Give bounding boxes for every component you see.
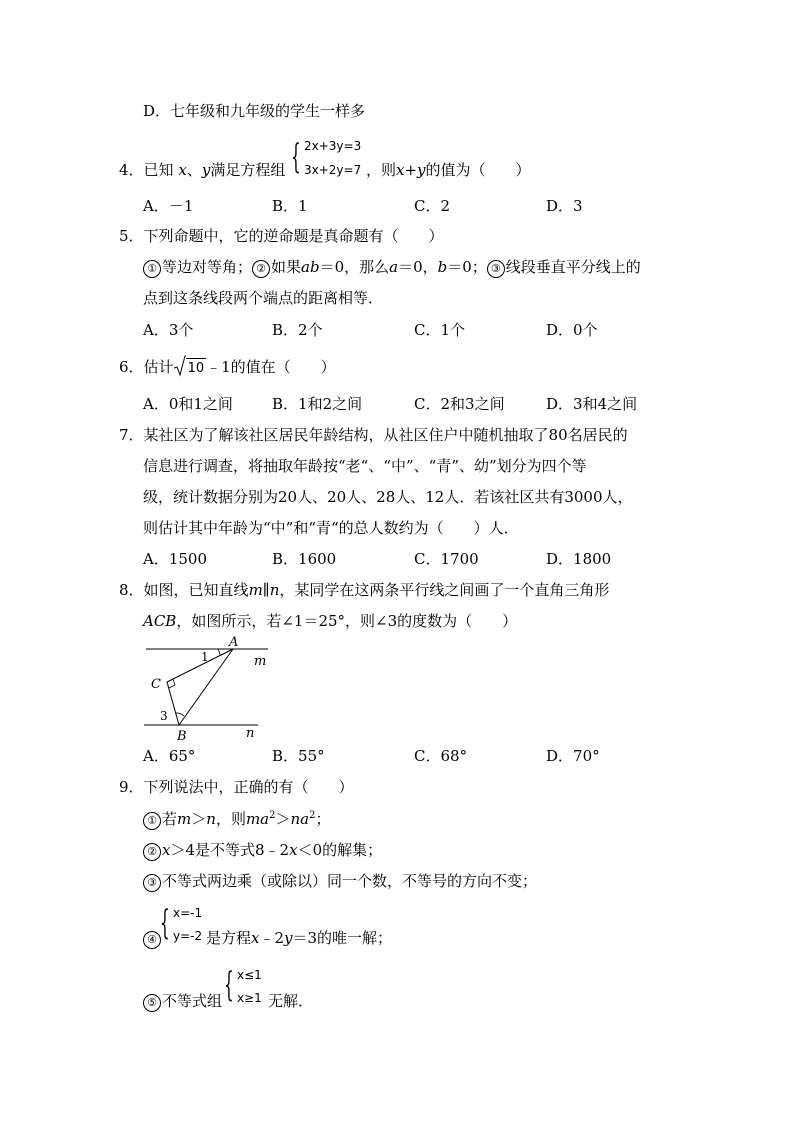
triangle-acb (167, 649, 233, 725)
label-b: B (177, 729, 187, 744)
q9-circle-2: ② (143, 843, 161, 861)
q9-i4-eq2: y=-2 (173, 929, 203, 943)
q8-number: 8． (119, 581, 144, 599)
q9-circle-4: ④ (143, 931, 161, 949)
q8-option-a: A．65° (143, 747, 196, 765)
q5-option-b: B．2个 (272, 321, 323, 339)
q4-text-d: 的值为（ ） (425, 161, 531, 179)
q9-i2x: x (162, 841, 171, 859)
q9-i5a: 不等式组 (162, 992, 223, 1010)
q9-i1ma: ma (245, 810, 270, 828)
q5-option-d: D．0个 (546, 321, 598, 339)
q9-i2x2: x (289, 841, 298, 859)
q4-text-c: ，则 (366, 161, 397, 179)
q4-text-a: 已知 (143, 161, 174, 179)
q5-s3b: 点到这条线段两个端点的距离相等． (143, 289, 384, 307)
q5-circle-1: ① (143, 260, 161, 278)
q6-sqrt (174, 357, 207, 379)
q8-l1par: ∥ (262, 581, 270, 599)
q4-text-b: 满足方程组 (210, 161, 286, 179)
q7-line-2: 信息进行调查，将抽取年龄按“老“、“中”、“青”、幼”划分为四个等 (143, 457, 587, 475)
q7-option-b: B．1600 (272, 550, 337, 568)
q4-option-b: B．1 (272, 197, 308, 215)
q9-i4-brace: { (160, 903, 170, 943)
q9-circle-5: ⑤ (143, 994, 161, 1012)
q9-i4y: y (284, 929, 293, 947)
q5-circle-3: ③ (487, 260, 505, 278)
q5-s3a: 线段垂直平分线上的 (505, 258, 641, 276)
q5-s2d: ＝0， (398, 258, 438, 276)
q9-i4c2: ＝3的唯一解； (292, 929, 393, 947)
q7-option-c: C．1700 (414, 550, 479, 568)
q5-s2b: ＝0，那么 (319, 258, 390, 276)
q9-i4-eq1: x=-1 (173, 906, 203, 920)
q9-i4a: 是方程 (206, 929, 252, 947)
q5-s2v: ab (301, 258, 320, 276)
q9-i1gt2: ＞ (275, 810, 291, 828)
q4-eq2: 3x+2y=7 (304, 163, 362, 177)
q9-i3: 不等式两边乘（或除以）同一个数，不等号的方向不变； (162, 872, 538, 890)
q4-sep: 、 (186, 161, 202, 179)
q9-i1gt: ＞ (191, 810, 207, 828)
q9-i1a: 若 (162, 810, 178, 828)
q9-circle-1: ① (143, 812, 161, 830)
q4-eq1: 2x+3y=3 (304, 139, 362, 153)
label-m: m (254, 654, 267, 669)
q8-l1n: n (269, 581, 280, 599)
q9-i5-eq1: x≤1 (237, 968, 262, 982)
q9-i1sup-b: 2 (309, 810, 316, 821)
label-angle-3: 3 (160, 709, 168, 723)
q9-i1b: ，则 (215, 810, 246, 828)
q5-s1: 等边对等角； (162, 258, 253, 276)
q9-item-3 (143, 871, 537, 892)
q4-option-d: D．3 (546, 197, 583, 215)
q4-system-brace: { (291, 137, 301, 177)
q6-radicand: 10 (186, 358, 207, 379)
q9-i2a: ＞4是不等式8﹣2 (170, 841, 290, 859)
q9-stem: 下列说法中，正确的有（ ） (143, 778, 354, 796)
q9-i1sup-a: 2 (269, 810, 276, 821)
q9-i1m: m (177, 810, 192, 828)
q7-number: 7． (119, 426, 144, 444)
q8-l1b: ，某同学在这两条平行线之间画了一个直角三角形 (279, 581, 610, 599)
q4-number: 4． (119, 161, 144, 179)
q9-i2b: ＜0的解集； (297, 841, 383, 859)
q8-option-d: D．70° (546, 747, 600, 765)
q8-l1m: m (248, 581, 263, 599)
q6-number: 6． (119, 358, 144, 376)
q7-option-d: D．1800 (546, 550, 612, 568)
label-n: n (246, 726, 255, 741)
q6-option-a: A．0和1之间 (143, 395, 233, 413)
q9-item-1 (143, 809, 331, 830)
q9-number: 9． (119, 778, 144, 796)
q5-circle-2: ② (252, 260, 270, 278)
q8-option-c: C．68° (414, 747, 468, 765)
q8-figure (140, 634, 275, 744)
q9-item-2 (143, 840, 382, 861)
q8-l2a: ACB (143, 612, 177, 630)
q8-l1a: 如图，已知直线 (143, 581, 249, 599)
q6-option-c: C．2和3之间 (414, 395, 505, 413)
q6-option-b: B．1和2之间 (272, 395, 363, 413)
q7-line-4: 则估计其中年龄为“中”和“青“的总人数约为（ ）人． (143, 519, 519, 537)
angle-1-arc (218, 649, 220, 655)
q8-option-b: B．55° (272, 747, 325, 765)
q5-number: 5． (119, 227, 144, 245)
q9-circle-3: ③ (143, 874, 161, 892)
q9-i4b: ﹣2 (259, 929, 285, 947)
q7-line-3: 级，统计数据分别为20人、20人、28人、12人．若该社区共有3000人， (143, 488, 633, 506)
q6-option-d: D．3和4之间 (546, 395, 638, 413)
q5-s2e: b (437, 258, 448, 276)
q5-option-a: A．3个 (143, 321, 194, 339)
q9-i5b: 无解． (268, 992, 314, 1010)
q6-post: ﹣1的值在（ ） (206, 358, 336, 376)
label-a: A (229, 635, 239, 650)
q4-expr: x+y (396, 161, 426, 179)
q6-pre: 估计 (143, 358, 174, 376)
label-angle-1: 1 (201, 650, 209, 664)
q7-line-1: 某社区为了解该社区居民年龄结构，从社区住户中随机抽取了80名居民的 (143, 426, 628, 444)
q5-s2f: ＝0； (447, 258, 487, 276)
q9-i1na: na (290, 810, 310, 828)
q4-var-y: y (201, 161, 211, 179)
q9-i1n: n (206, 810, 216, 828)
q3-option-d: D．七年级和九年级的学生一样多 (143, 102, 366, 120)
label-c: C (151, 677, 161, 692)
q5-s2c: a (389, 258, 399, 276)
q5-stem: 下列命题中，它的逆命题是真命题有（ ） (143, 227, 444, 245)
q9-i5-brace: { (224, 965, 234, 1005)
q4-var-x: x (178, 161, 187, 179)
q8-l2b: ，如图所示，若∠1＝25°，则∠3的度数为（ ） (176, 612, 518, 630)
q4-option-c: C．2 (414, 197, 451, 215)
q9-i1end: ； (315, 810, 331, 828)
q9-i4x: x (251, 929, 260, 947)
q9-i5-eq2: x≥1 (237, 991, 262, 1005)
q7-option-a: A．1500 (143, 550, 208, 568)
q5-s2a: 如果 (271, 258, 302, 276)
q5-option-c: C．1个 (414, 321, 466, 339)
q4-option-a: A．－1 (143, 197, 194, 215)
